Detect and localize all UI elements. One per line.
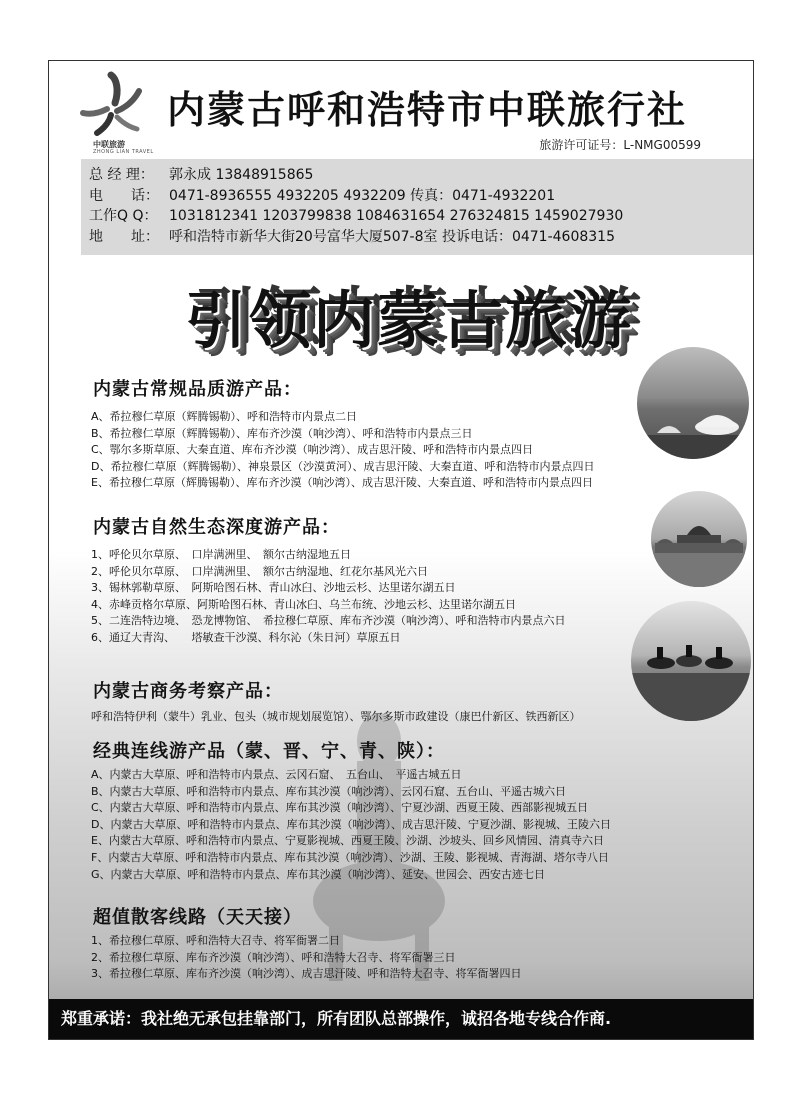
qq-label: 工作Q Q： — [89, 208, 158, 224]
list-item: A、希拉穆仁草原（辉腾锡勒）、呼和浩特市内景点二日 — [91, 410, 358, 423]
list-item: E、内蒙古大草原、呼和浩特市内景点、宁夏影视城、西夏王陵、沙湖、沙坡头、回乡风情园、清真寺六日 — [91, 834, 604, 848]
list-item: 2、希拉穆仁草原、库布齐沙漠（响沙湾）、呼和浩特大召寺、将军衙署三日 — [91, 950, 456, 964]
list-item: A、内蒙古大草原、呼和浩特市内景点、云冈石窟、 五台山、 平遥古城五日 — [91, 768, 462, 781]
address-label: 地 址： — [89, 228, 159, 245]
yurt-photo — [637, 347, 749, 459]
palace-icon — [651, 491, 747, 587]
list-item: F、内蒙古大草原、呼和浩特市内景点、库布其沙漠（响沙湾）、沙湖、王陵、影视城、青海湖、塔尔寺八日 — [91, 850, 609, 864]
company-name: 内蒙古呼和浩特市中联旅行社 — [167, 87, 688, 132]
section-title-regular: 内蒙古常规品质游产品： — [93, 379, 302, 400]
manager-value: 郭永成 13848915865 — [169, 167, 314, 183]
list-item: 4、赤峰贡格尔草原、阿斯哈图石林、青山冰臼、乌兰布统、沙地云杉、达里诺尔湖五日 — [91, 597, 516, 611]
address-value: 呼和浩特市新华大街20号富华大厦507-8室 投诉电话：0471-4608315 — [169, 228, 615, 245]
list-item: 6、通辽大青沟、 塔敏查干沙漠、科尔沁（朱日河）草原五日 — [91, 630, 401, 644]
logo-text: 中联旅游 — [93, 140, 125, 149]
section-list-daily — [91, 933, 522, 983]
qq-value: 1031812341 1203799838 1084631654 276324815 1459027930 — [169, 208, 624, 224]
section-title-business: 内蒙古商务考察产品： — [93, 681, 283, 702]
horses-icon — [631, 601, 751, 721]
horse-riders-photo — [631, 601, 751, 721]
list-item: 3、锡林郭勒草原、 阿斯哈图石林、青山冰臼、沙地云杉、达里诺尔湖五日 — [91, 581, 456, 595]
section-title-daily: 超值散客线路（天天接） — [93, 907, 302, 928]
section-list-regular — [91, 409, 594, 492]
list-item: 5、二连浩特边境、 恐龙博物馆、 希拉穆仁草原、库布齐沙漠（响沙湾）、呼和浩特市内景点六日 — [91, 614, 566, 628]
manager-label: 总 经 理： — [89, 167, 154, 183]
advertisement-page — [48, 60, 754, 1040]
address-row — [89, 227, 749, 248]
list-item: B、希拉穆仁草原（辉腾锡勒）、库布齐沙漠（响沙湾）、呼和浩特市内景点三日 — [91, 426, 473, 440]
license-number: 旅游许可证号：L-NMG00599 — [539, 138, 701, 152]
list-item: D、希拉穆仁草原（辉腾锡勒）、神泉景区（沙漠黄河）、成吉思汗陵、大秦直道、呼和浩特市内景点四日 — [91, 459, 595, 473]
section-list-business — [91, 709, 581, 726]
contact-info-box — [81, 159, 754, 255]
list-item: 1、呼伦贝尔草原、 口岸满洲里、 额尔古纳湿地五日 — [91, 548, 351, 561]
list-item: 1、希拉穆仁草原、呼和浩特大召寺、将军衙署二日 — [91, 934, 340, 947]
list-item: 2、呼伦贝尔草原、 口岸满洲里、 额尔古纳湿地、红花尔基风光六日 — [91, 564, 428, 578]
list-item: C、内蒙古大草原、呼和浩特市内景点、库布其沙漠（响沙湾）、宁夏沙湖、西夏王陵、西部影视城五日 — [91, 801, 589, 815]
section-title-routes: 经典连线游产品（蒙、晋、宁、青、陕）： — [93, 741, 445, 762]
qq-row — [89, 206, 749, 227]
logo-subtext: ZHONG LIAN TRAVEL — [93, 149, 154, 155]
list-item: 呼和浩特伊利（蒙牛）乳业、包头（城市规划展览馆）、鄂尔多斯市政建设（康巴什新区、铁西新区） — [91, 710, 581, 723]
yurt-icon — [637, 347, 749, 459]
phone-value: 0471-8936555 4932205 4932209 传真：0471-4932201 — [169, 187, 556, 204]
phone-label: 电 话： — [89, 187, 159, 204]
slogan-banner: 引领内蒙古旅游 — [184, 284, 633, 357]
list-item: C、鄂尔多斯草原、大秦直道、库布齐沙漠（响沙湾）、成吉思汗陵、呼和浩特市内景点四日 — [91, 443, 534, 457]
list-item: E、希拉穆仁草原（辉腾锡勒）、库布齐沙漠（响沙湾）、成吉思汗陵、大秦直道、呼和浩特市内景点四日 — [91, 476, 593, 490]
section-title-ecology: 内蒙古自然生态深度游产品： — [93, 517, 340, 538]
section-list-routes — [91, 767, 611, 883]
list-item: B、内蒙古大草原、呼和浩特市内景点、库布其沙漠（响沙湾）、云冈石窟、五台山、平遥古城六日 — [91, 784, 567, 798]
footer-banner: 郑重承诺：我社绝无承包挂靠部门，所有团队总部操作，诚招各地专线合作商. — [49, 999, 753, 1039]
manager-row — [89, 165, 749, 186]
list-item: 3、希拉穆仁草原、库布齐沙漠（响沙湾）、成吉思汗陵、呼和浩特大召寺、将军衙署四日 — [91, 967, 522, 981]
list-item: G、内蒙古大草原、呼和浩特市内景点、库布其沙漠（响沙湾）、延安、世园会、西安古迹七日 — [91, 867, 546, 881]
section-list-ecology — [91, 547, 566, 647]
phone-row — [89, 186, 749, 207]
mongolian-building-photo — [651, 491, 747, 587]
list-item: D、内蒙古大草原、呼和浩特市内景点、库布其沙漠（响沙湾）、成吉思汗陵、宁夏沙湖、影视城、王陵六日 — [91, 817, 611, 831]
